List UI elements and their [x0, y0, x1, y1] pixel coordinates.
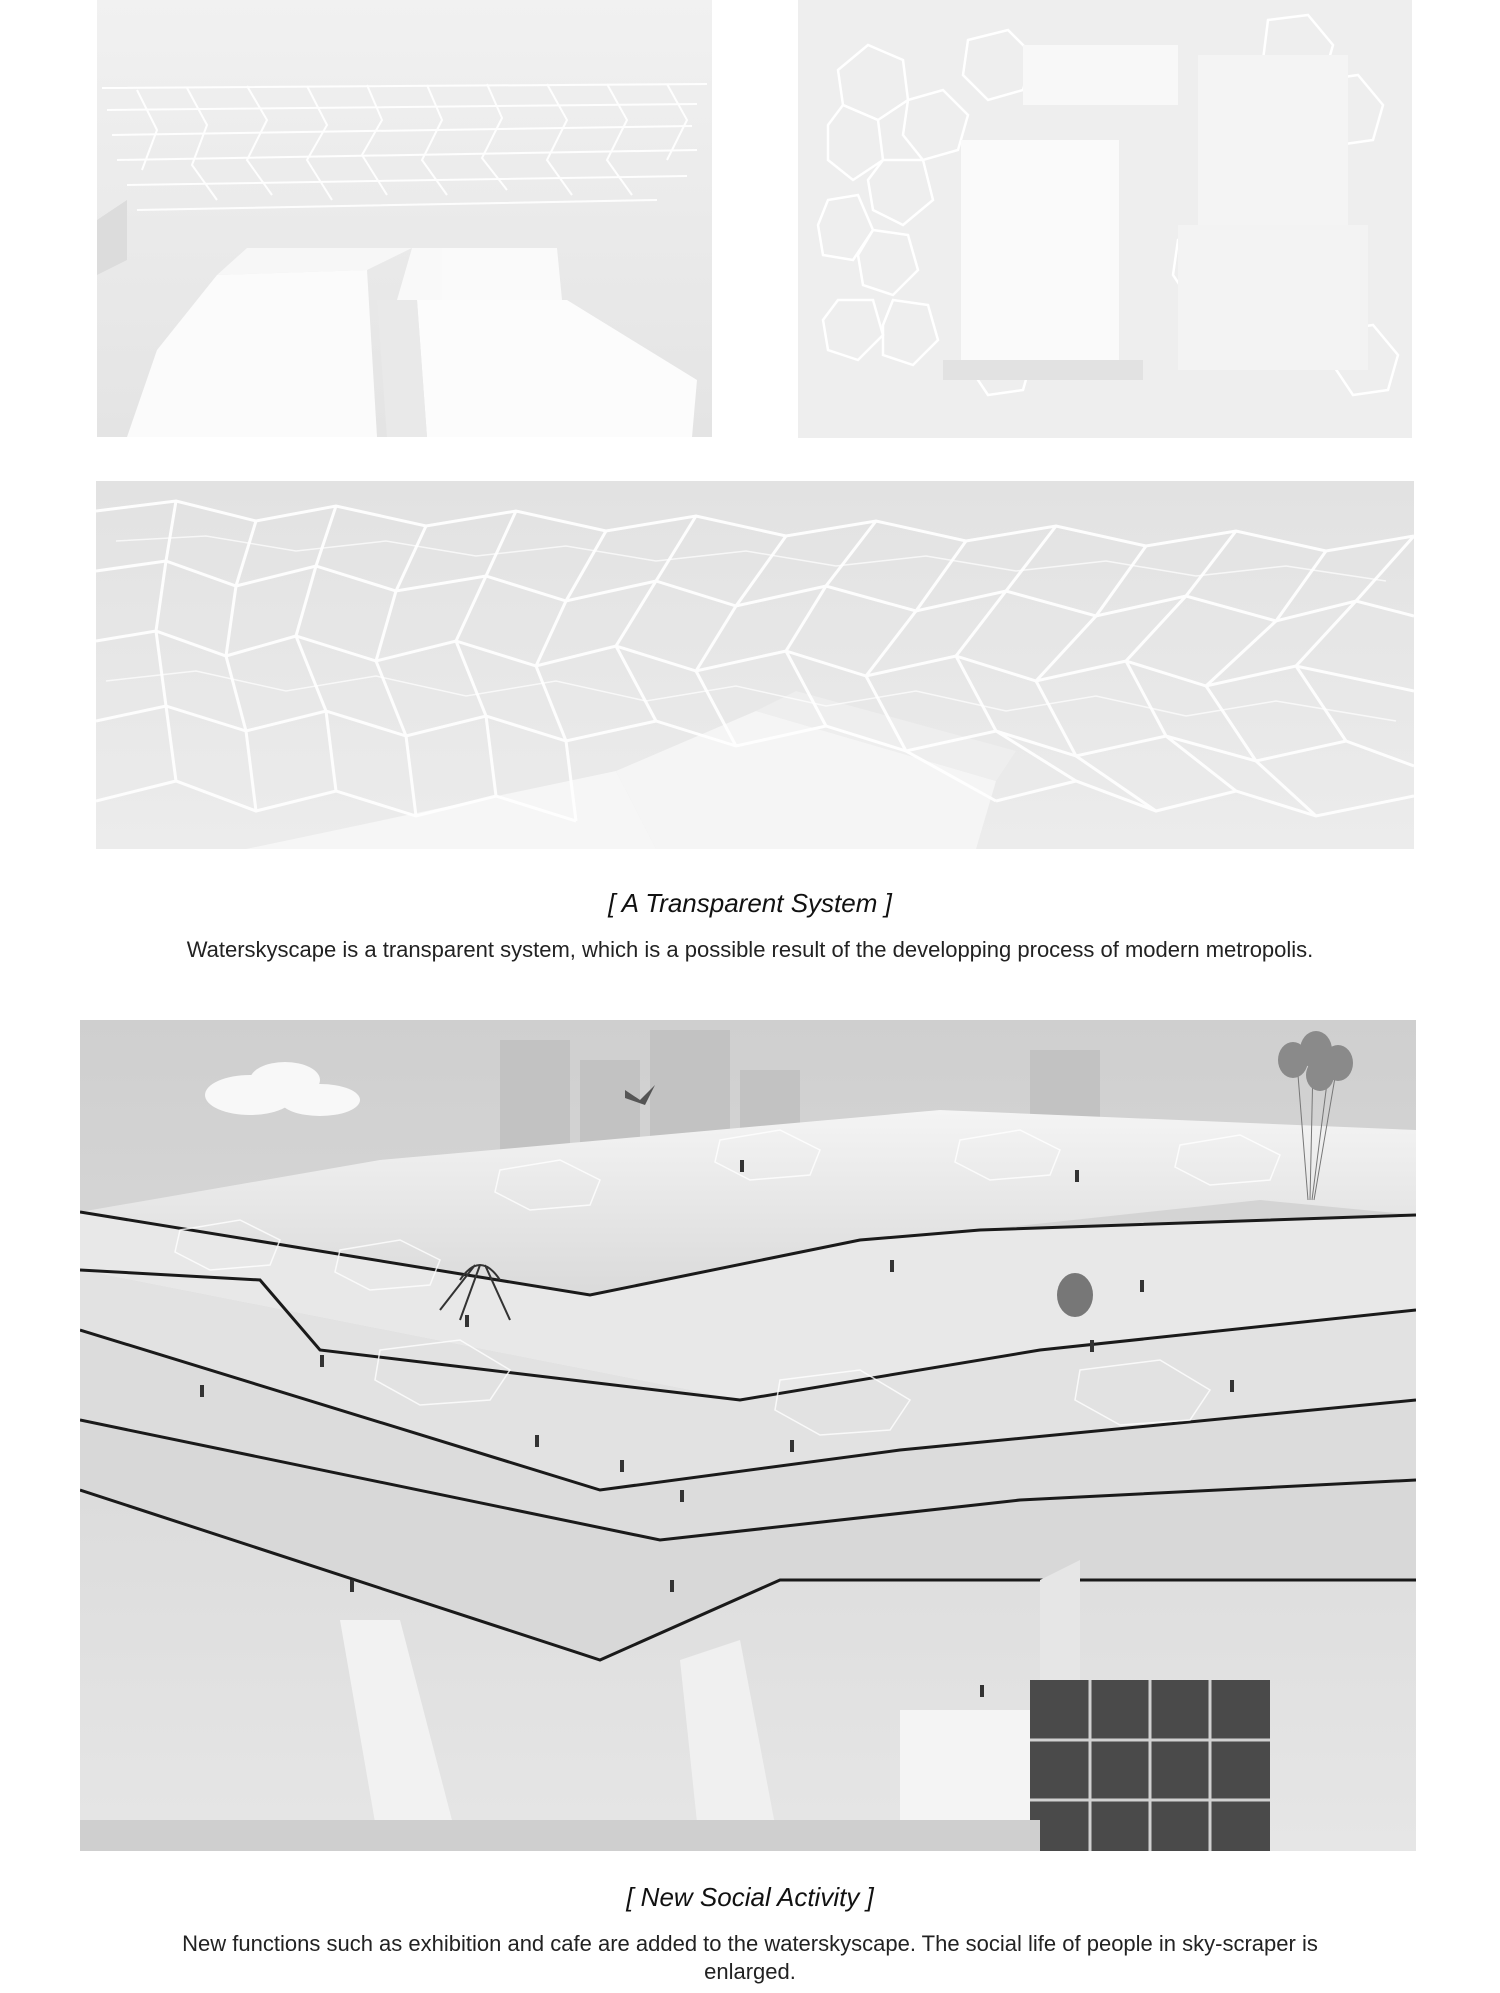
- section-description-transparent-system: Waterskyscape is a transparent system, which is a possible result of the developping process of modern metropolis.: [186, 937, 1314, 962]
- section-description-new-social-activity: New functions such as exhibition and cafe are added to the waterskyscape. The social life of people in sky-scraper is enlarged.: [182, 1931, 1318, 1984]
- section-title-transparent-system: [ A Transparent System ]: [608, 888, 892, 918]
- balloon-cluster-graphic: [1268, 1025, 1358, 1205]
- model-photo-perspective: [97, 0, 712, 437]
- model-photo-closeup: [96, 481, 1414, 849]
- model-photo-plan-view: [798, 0, 1412, 438]
- architectural-render-waterskyscape: [80, 1020, 1416, 1851]
- section-title-new-social-activity: [ New Social Activity ]: [626, 1882, 874, 1912]
